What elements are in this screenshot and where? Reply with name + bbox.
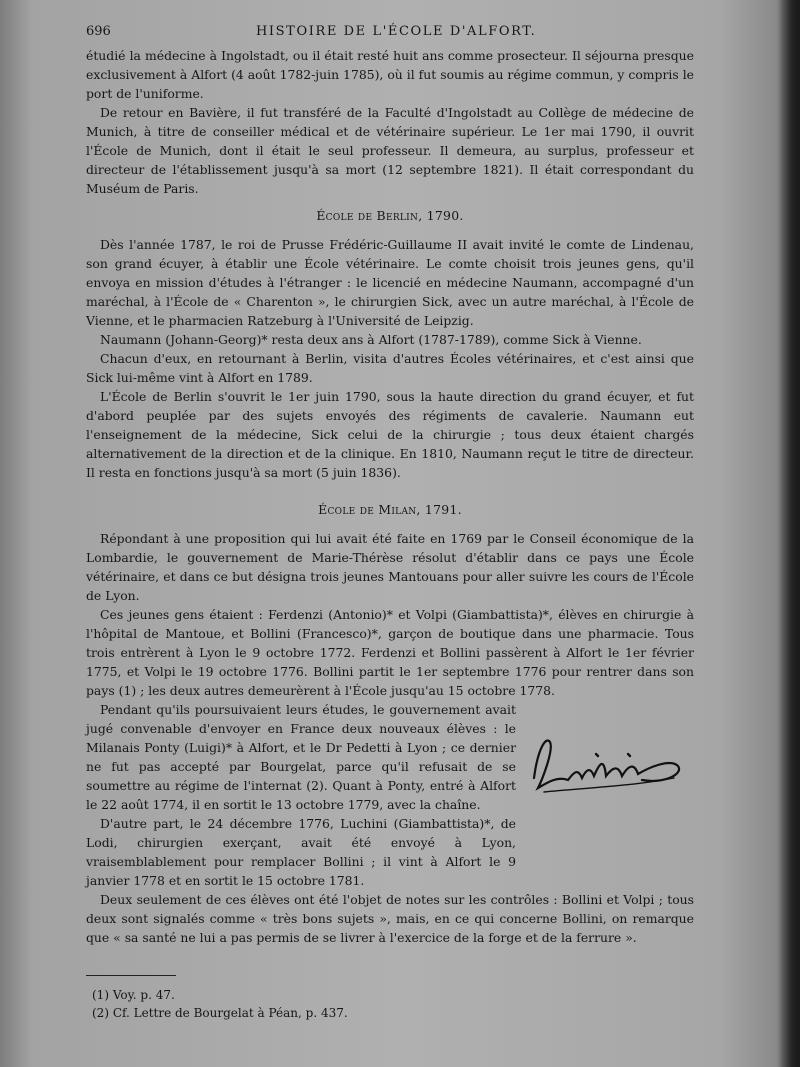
section-heading-milan: École de Milan, 1791. <box>318 502 462 517</box>
paragraph-milan-4: D'autre part, le 24 décembre 1776, Luchini (Giambattista)*, de Lodi, chirurgien exerçant, avait été envoyé à Lyon, vraisemblablement pour remplacer Bollini ; il vint à Alfort le 9 janvier 1778 et en sortit le 15 octobre 1781. <box>86 816 516 888</box>
signature-block <box>86 700 694 890</box>
book-page <box>86 20 694 1022</box>
paragraph-berlin-1: Dès l'année 1787, le roi de Prusse Frédéric-Guillaume II avait invité le comte de Lindenau, son grand écuyer, à établir une École vétérinaire. Le comte choisit trois jeunes gens, qu'il envoya en mission d'études à l'étranger : le licencié en médecine Naumann, accompagné d'un maréchal, à l'École de « Charenton », le chirurgien Sick, avec un autre maréchal, à l'École de Vienne, et le pharmacien Ratzeburg à l'Université de Leipzig. <box>86 237 694 328</box>
footnote-2: (2) Cf. Lettre de Bourgelat à Péan, p. 437. <box>92 1006 348 1020</box>
paragraph-milan-3: Pendant qu'ils poursuivaient leurs études, le gouvernement avait jugé convenable d'envoyer en France deux nouveaux élèves : le Milanais Ponty (Luigi)* à Alfort, et le Dr Pedetti à Lyon ; ce dernier ne fut pas accepté par Bourgelat, parce qu'il refusait de se soumettre au régime de l'internat (2). Quant à Ponty, entré à Alfort le 22 août 1774, il en sortit le 13 octobre 1779, avec la chaîne. <box>86 702 516 812</box>
footnote-divider <box>86 975 176 976</box>
page-edge-shadow <box>778 0 800 1067</box>
paragraph-munich-2: De retour en Bavière, il fut transféré de la Faculté d'Ingolstadt au Collège de médecine de Munich, à titre de conseiller médical et de vétérinaire supérieur. Le 1er mai 1790, il ouvrit l'École de Munich, dont il était le seul professeur. Il demeura, au surplus, professeur et directeur de l'établissement jusqu'à sa mort (12 septembre 1821). Il était correspondant du Muséum de Paris. <box>86 105 694 196</box>
paragraph-berlin-3: Chacun d'eux, en retournant à Berlin, visita d'autres Écoles vétérinaires, et c'est ainsi que Sick lui-même vint à Alfort en 1789. <box>86 351 694 385</box>
footnote-1: (1) Voy. p. 47. <box>92 988 175 1002</box>
running-title: HISTOIRE DE L'ÉCOLE D'ALFORT. <box>256 24 537 39</box>
running-head <box>86 20 694 46</box>
signature-block-text <box>86 700 516 890</box>
section-heading-berlin: École de Berlin, 1790. <box>316 208 464 223</box>
luchini-signature <box>524 718 694 808</box>
paragraph-berlin-2: Naumann (Johann-Georg)* resta deux ans à Alfort (1787-1789), comme Sick à Vienne. <box>100 332 642 347</box>
page-number: 696 <box>86 24 111 39</box>
paragraph-milan-1: Répondant à une proposition qui lui avait été faite en 1769 par le Conseil économique de la Lombardie, le gouvernement de Marie-Thérèse résolut d'établir dans ce pays une École vétérinaire, et dans ce but désigna trois jeunes Mantouans pour aller suivre les cours de l'École de Lyon. <box>86 531 694 603</box>
paragraph-milan-5: Deux seulement de ces élèves ont été l'objet de notes sur les contrôles : Bollini et Volpi ; tous deux sont signalés comme « très bons sujets », mais, en ce qui concerne Bollini, on remarque que « sa santé ne lui a pas permis de se livrer à l'exercice de la forge et de la ferrure ». <box>86 892 694 945</box>
paragraph-milan-2: Ces jeunes gens étaient : Ferdenzi (Antonio)* et Volpi (Giambattista)*, élèves en chirurgie à l'hôpital de Mantoue, et Bollini (Francesco)*, garçon de boutique dans une pharmacie. Tous trois entrèrent à Lyon le 9 octobre 1772. Ferdenzi et Bollini passèrent à Alfort le 1er février 1775, et Volpi le 19 octobre 1776. Bollini partit le 1er septembre 1776 pour rentrer dans son pays (1) ; les deux autres demeurèrent à l'École jusqu'au 15 octobre 1778. <box>86 607 694 698</box>
paragraph-berlin-4: L'École de Berlin s'ouvrit le 1er juin 1790, sous la haute direction du grand écuyer, et fut d'abord peuplée par des sujets envoyés des régiments de cavalerie. Naumann eut l'enseignement de la médecine, Sick celui de la chirurgie ; tous deux étaient chargés alternativement de la direction et de la clinique. En 1810, Naumann reçut le titre de directeur. Il resta en fonctions jusqu'à sa mort (5 juin 1836). <box>86 389 694 480</box>
paragraph-munich-1: étudié la médecine à Ingolstadt, ou il était resté huit ans comme prosecteur. Il séjourna presque exclusivement à Alfort (4 août 1782-juin 1785), où il fut soumis au régime commun, y compris le port de l'uniforme. <box>86 48 694 101</box>
